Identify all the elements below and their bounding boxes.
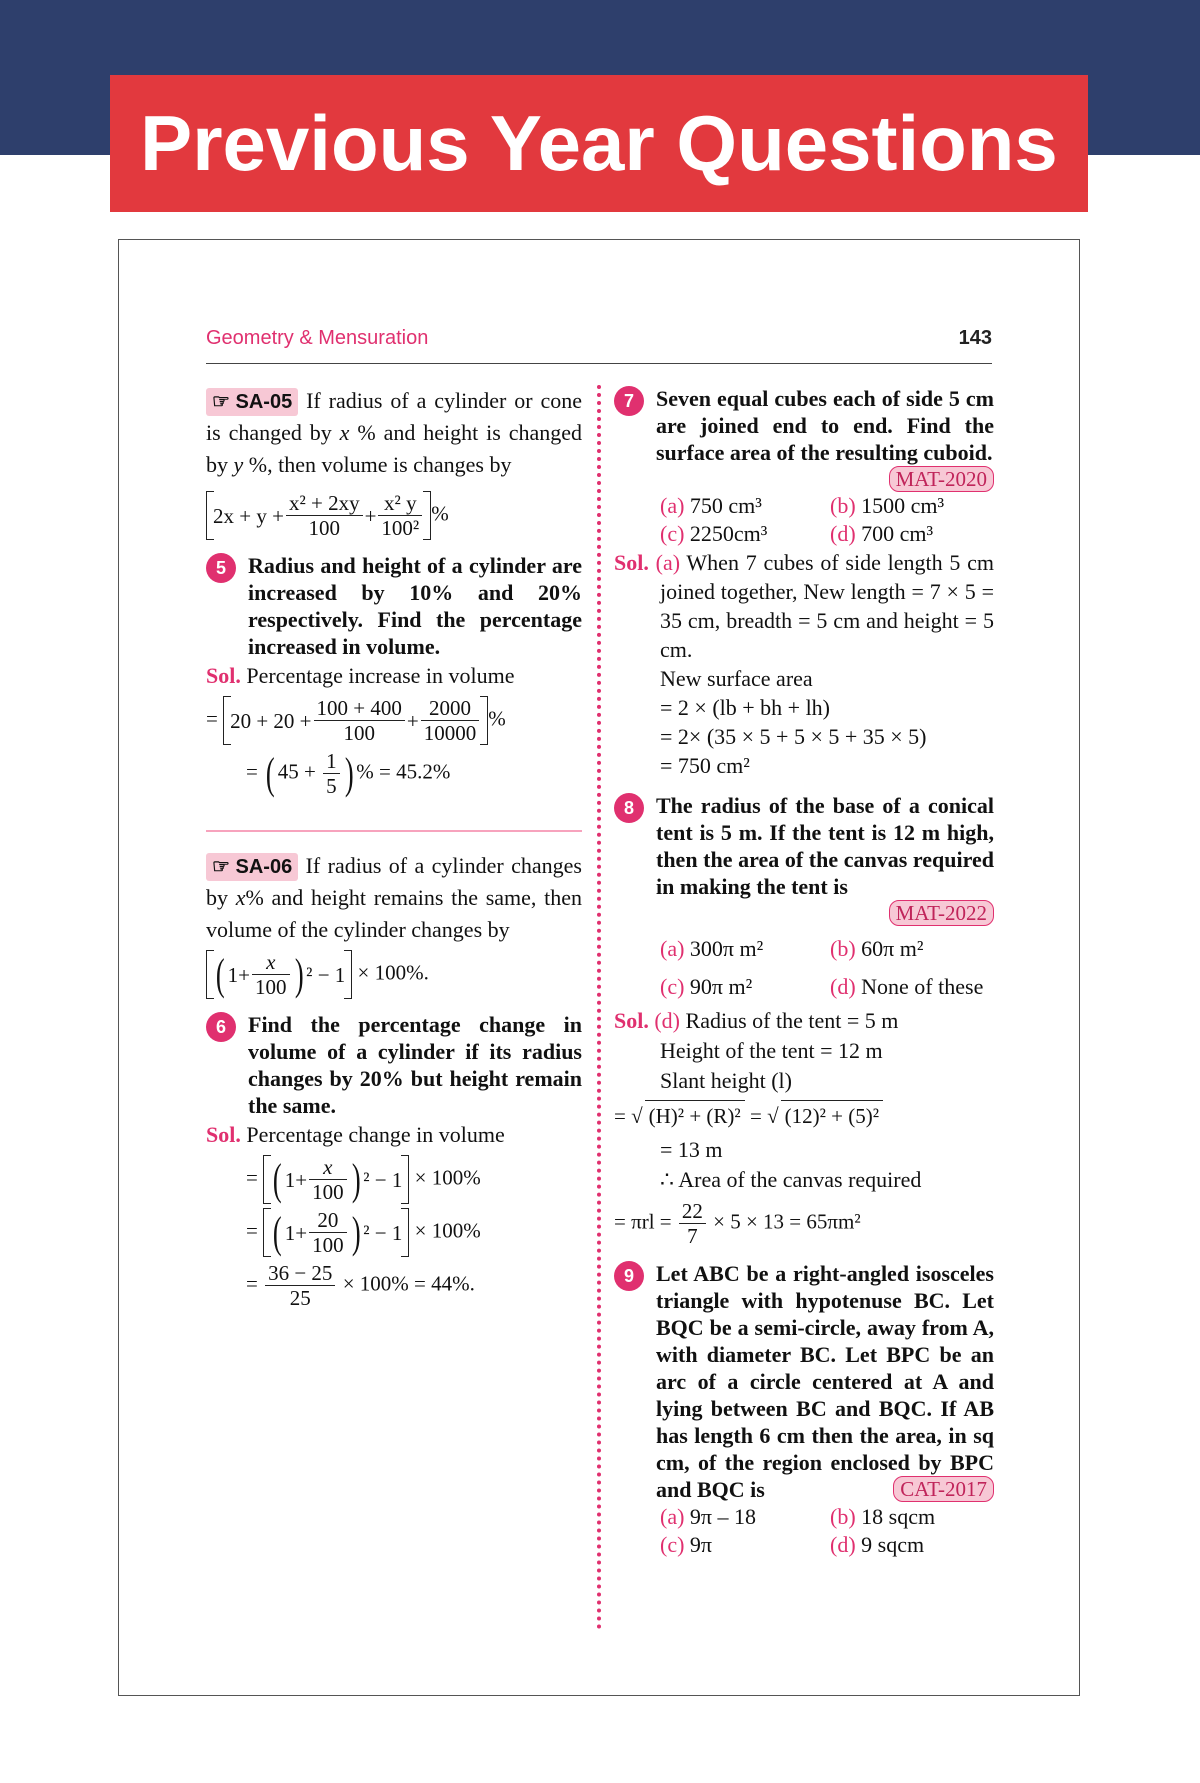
question-number-badge: 7 <box>614 386 644 416</box>
exam-tag: MAT-2022 <box>889 900 994 926</box>
sa06-formula: ( 1+ $\frac{x}{100}$ ) ² − 1 × 100%. <box>206 950 582 999</box>
option-c: (c) 9π <box>660 1532 713 1557</box>
exam-tag: CAT-2017 <box>893 1476 994 1502</box>
q7-options <box>660 492 994 548</box>
question-8 <box>614 792 994 926</box>
q6-solution: Sol. Percentage change in volume <box>206 1122 505 1147</box>
question-5 <box>206 552 582 660</box>
option-d: (d) None of these <box>830 974 984 999</box>
option-b: (b) 60π m² <box>830 936 924 961</box>
option-c: (c) 90π m² <box>660 974 753 999</box>
sqrt-icon: √ <box>631 1104 643 1128</box>
right-column <box>614 385 994 1559</box>
q5-solution: Sol. Percentage increase in volume <box>206 663 515 688</box>
question-6 <box>206 1011 582 1119</box>
question-7 <box>614 385 994 492</box>
option-d: (d) 700 cm³ <box>830 521 934 546</box>
option-a: (a) 9π – 18 <box>660 1504 757 1529</box>
banner <box>110 75 1088 212</box>
option-b: (b) 18 sqcm <box>830 1504 936 1529</box>
hand-pointer-icon: ☞ <box>212 856 230 878</box>
q5-formula-2: = ( 45 + $\frac{1}{5}$ ) % = 45.2% <box>246 748 451 798</box>
banner-title: Previous Year Questions <box>140 99 1058 187</box>
question-number-badge: 9 <box>614 1261 644 1291</box>
sa05-formula: 2x + y + $\frac{\text{x² + 2xy}}{100}$ + $\frac{\text{x² y}}{\text{100²}}$ % <box>206 491 582 540</box>
page-number: 143 <box>958 327 992 349</box>
question-5-text: Radius and height of a cylinder are increased by 10% and 20% respectively. Find the percentage increased in volume. <box>248 553 582 659</box>
question-9-text: Let ABC be a right-angled isosceles triangle with hypotenuse BC. Let BQC be a semi-circle, away from A, with diameter BC. Let BPC be an arc of a circle centered at A and lying between BC and BQC. If AB has length 6 cm then the area, in sq cm, of the region enclosed by BPC and BQC is CAT-2017 <box>656 1261 994 1502</box>
option-d: (d) 9 sqcm <box>830 1532 925 1557</box>
canvas-area-formula: = πrl = $\frac{22}{7}$ × 5 × 13 = 65πm² <box>614 1199 861 1248</box>
q6-formula-1: = ( 1+ $\frac{x}{100}$ ) ² − 1 × 100% <box>246 1154 481 1204</box>
question-6-text: Find the percentage change in volume of a cylinder if its radius changes by 20% but height remain the same. <box>248 1012 582 1118</box>
sa05-tag: ☞ SA-05 <box>206 388 298 416</box>
exam-tag: MAT-2020 <box>889 466 994 492</box>
chapter-title: Geometry & Mensuration <box>206 327 429 349</box>
q8-options <box>660 930 994 1006</box>
running-head <box>206 325 992 364</box>
question-7-text: Seven equal cubes each of side 5 cm are joined end to end. Find the surface area of the resulting cuboid. MAT-2020 <box>656 386 994 491</box>
question-number-badge: 6 <box>206 1012 236 1042</box>
sqrt-icon: √ <box>767 1104 779 1128</box>
option-c: (c) 2250cm³ <box>660 521 768 546</box>
q6-formula-3: = $\frac{36 - 25}{25}$ × 100% = 44%. <box>246 1261 475 1310</box>
q9-options <box>660 1503 994 1559</box>
question-number-badge: 8 <box>614 793 644 823</box>
q8-solution: Sol. (d) Radius of the tent = 5 m Height of the tent = 12 m Slant height (l) = √ (H)² + (R)² = √ (12)² + (5)² = 13 m ∴ Area of the canvas required = πrl = $\frac{22}{7}$ × 5 × 13 = 65πm² <box>614 1006 994 1248</box>
sa06-text: ☞ SA-06 If radius of a cylinder changes by x% and height remains the same, then volume of the cylinder changes by <box>206 853 583 942</box>
sa05-text: ☞ SA-05 If radius of a cylinder or cone is changed by x % and height is changed by y %, then volume is changes by <box>206 388 582 477</box>
section-separator <box>206 820 582 832</box>
question-8-text: The radius of the base of a conical tent is 5 m. If the tent is 12 m high, then the area of the canvas required in making the tent is MAT-2022 <box>656 793 994 925</box>
option-b: (b) 1500 cm³ <box>830 493 945 518</box>
left-column <box>206 385 582 1314</box>
question-number-badge: 5 <box>206 553 236 583</box>
q6-formula-2: = ( 1+ $\frac{20}{100}$ ) ² − 1 × 100% <box>246 1207 481 1257</box>
column-divider <box>597 385 601 1630</box>
option-a: (a) 750 cm³ <box>660 493 762 518</box>
q5-formula-1: = 20 + 20 + $\frac{100 + 400}{100}$ + $\frac{2000}{10000}$ % <box>206 696 506 745</box>
hand-pointer-icon: ☞ <box>212 391 230 413</box>
q7-solution: Sol. (a) When 7 cubes of side length 5 cm joined together, New length = 7 × 5 = 35 cm, breadth = 5 cm and height = 5 cm. New surface area = 2 × (lb + bh + lh) = 2× (35 × 5 + 5 × 5 + 35 × 5) = 750 cm² <box>614 550 994 778</box>
option-a: (a) 300π m² <box>660 936 764 961</box>
sa06-tag: ☞ SA-06 <box>206 853 298 881</box>
slant-height-formula: = √ (H)² + (R)² = √ (12)² + (5)² <box>614 1100 994 1131</box>
question-9 <box>614 1260 994 1503</box>
